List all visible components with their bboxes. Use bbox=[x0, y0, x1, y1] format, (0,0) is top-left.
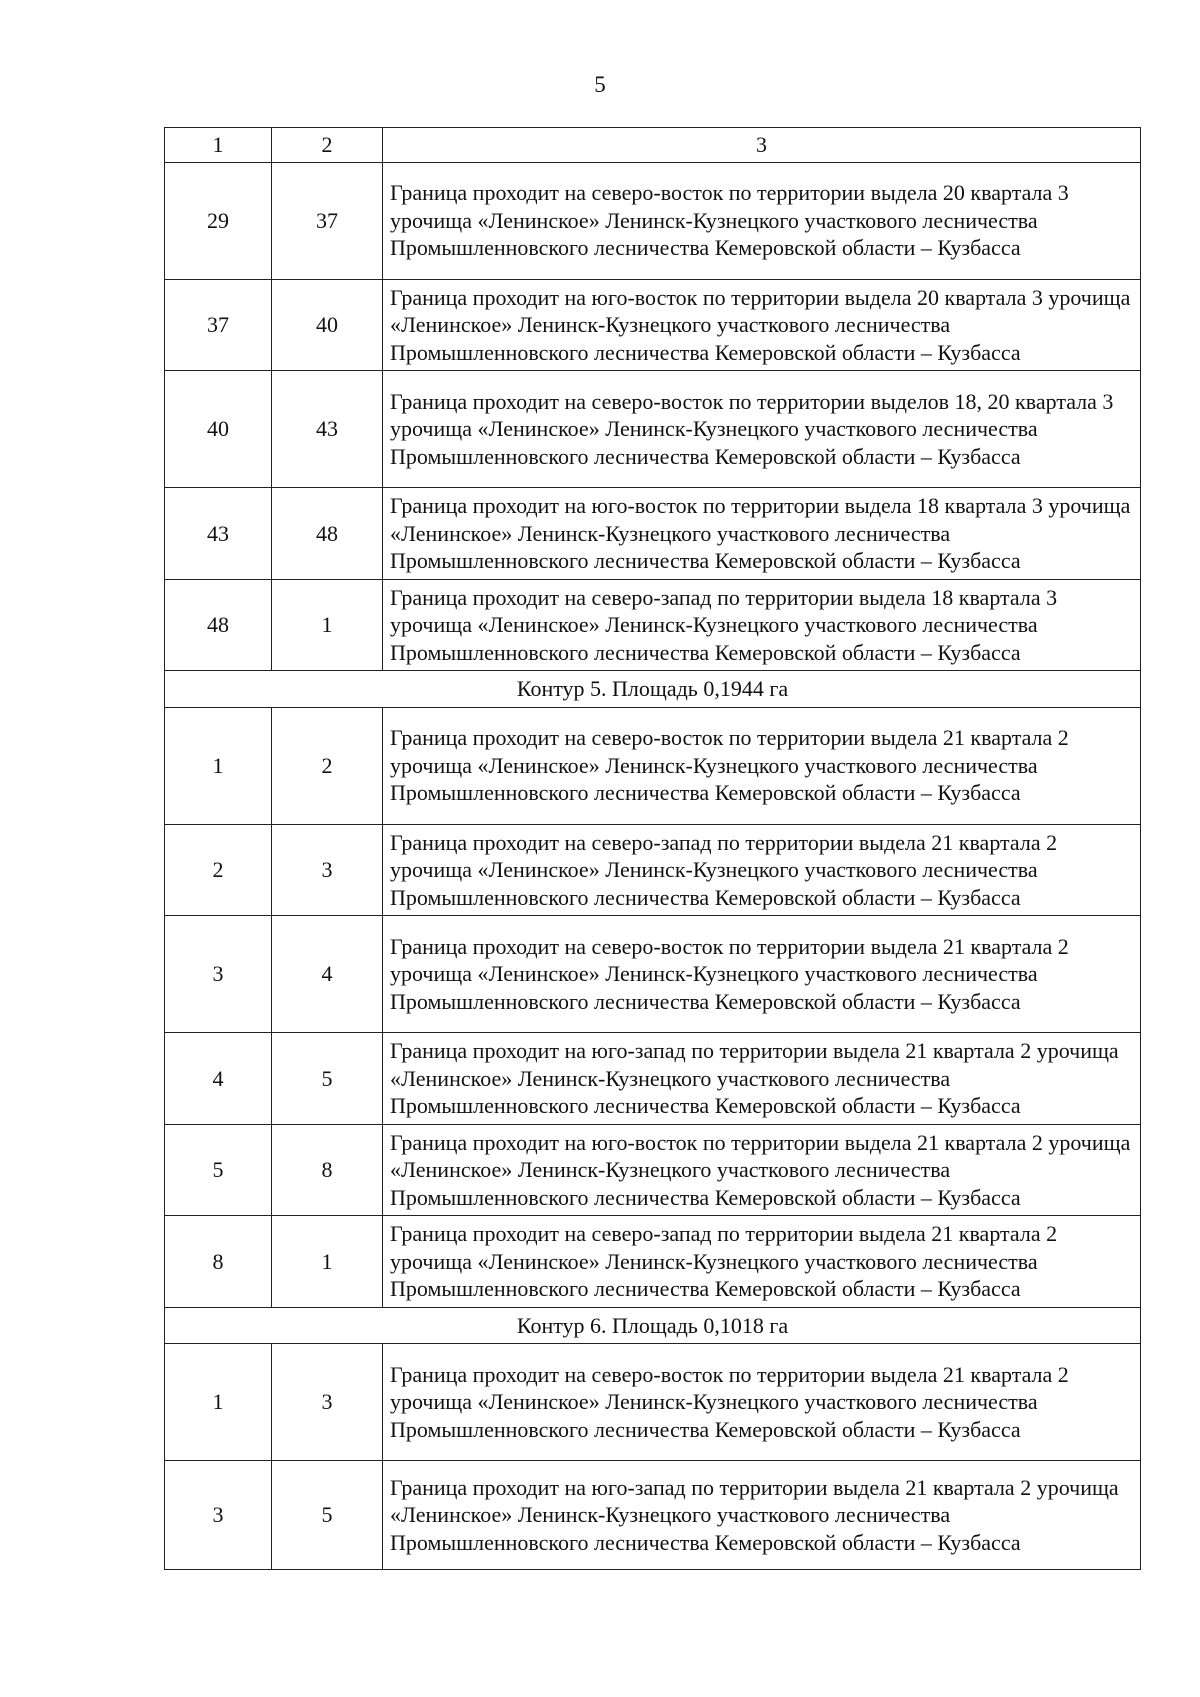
from-point: 40 bbox=[165, 371, 272, 488]
to-point: 8 bbox=[272, 1124, 383, 1216]
from-point: 43 bbox=[165, 488, 272, 580]
boundary-description: Граница проходит на юго-восток по территории выдела 18 квартала 3 урочища «Ленинское» Ленинск-Кузнецкого участкового лесничества Промышленновского лесничества Кемеровской области – Кузбасса bbox=[383, 488, 1141, 580]
table-row bbox=[165, 916, 1141, 1033]
boundary-description: Граница проходит на юго-запад по территории выдела 21 квартала 2 урочища «Ленинское» Ленинск-Кузнецкого участкового лесничества Промышленновского лесничества Кемеровской области – Кузбасса bbox=[383, 1033, 1141, 1125]
from-point: 8 bbox=[165, 1216, 272, 1308]
from-point: 1 bbox=[165, 1344, 272, 1461]
from-point: 37 bbox=[165, 279, 272, 371]
table-row bbox=[165, 1461, 1141, 1570]
to-point: 2 bbox=[272, 707, 383, 824]
to-point: 37 bbox=[272, 162, 383, 279]
header-col-3: 3 bbox=[383, 128, 1141, 163]
from-point: 29 bbox=[165, 162, 272, 279]
table-row bbox=[165, 488, 1141, 580]
to-point: 5 bbox=[272, 1461, 383, 1570]
to-point: 1 bbox=[272, 1216, 383, 1308]
to-point: 1 bbox=[272, 579, 383, 671]
table-row bbox=[165, 824, 1141, 916]
table-row bbox=[165, 162, 1141, 279]
boundary-description: Граница проходит на северо-восток по территории выделов 18, 20 квартала 3 урочища «Ленинское» Ленинск-Кузнецкого участкового лесничества Промышленновского лесничества Кемеровской области – Кузбасса bbox=[383, 371, 1141, 488]
section-title: Контур 6. Площадь 0,1018 га bbox=[165, 1307, 1141, 1344]
table-row bbox=[165, 579, 1141, 671]
boundary-description: Граница проходит на северо-запад по территории выдела 21 квартала 2 урочища «Ленинское» Ленинск-Кузнецкого участкового лесничества Промышленновского лесничества Кемеровской области – Кузбасса bbox=[383, 824, 1141, 916]
table-row bbox=[165, 1344, 1141, 1461]
header-col-2: 2 bbox=[272, 128, 383, 163]
to-point: 48 bbox=[272, 488, 383, 580]
boundary-description: Граница проходит на северо-восток по территории выдела 20 квартала 3 урочища «Ленинское» Ленинск-Кузнецкого участкового лесничества Промышленновского лесничества Кемеровской области – Кузбасса bbox=[383, 162, 1141, 279]
to-point: 5 bbox=[272, 1033, 383, 1125]
to-point: 3 bbox=[272, 1344, 383, 1461]
header-col-1: 1 bbox=[165, 128, 272, 163]
boundary-description: Граница проходит на северо-восток по территории выдела 21 квартала 2 урочища «Ленинское» Ленинск-Кузнецкого участкового лесничества Промышленновского лесничества Кемеровской области – Кузбасса bbox=[383, 1344, 1141, 1461]
boundary-description: Граница проходит на юго-восток по территории выдела 20 квартала 3 урочища «Ленинское» Ленинск-Кузнецкого участкового лесничества Промышленновского лесничества Кемеровской области – Кузбасса bbox=[383, 279, 1141, 371]
from-point: 48 bbox=[165, 579, 272, 671]
to-point: 4 bbox=[272, 916, 383, 1033]
boundary-description: Граница проходит на северо-восток по территории выдела 21 квартала 2 урочища «Ленинское» Ленинск-Кузнецкого участкового лесничества Промышленновского лесничества Кемеровской области – Кузбасса bbox=[383, 707, 1141, 824]
header-row bbox=[165, 128, 1141, 163]
table-row bbox=[165, 1033, 1141, 1125]
boundary-description: Граница проходит на северо-запад по территории выдела 21 квартала 2 урочища «Ленинское» Ленинск-Кузнецкого участкового лесничества Промышленновского лесничества Кемеровской области – Кузбасса bbox=[383, 1216, 1141, 1308]
section-title: Контур 5. Площадь 0,1944 га bbox=[165, 671, 1141, 708]
table-row bbox=[165, 1124, 1141, 1216]
from-point: 1 bbox=[165, 707, 272, 824]
boundary-table bbox=[164, 127, 1141, 1570]
boundary-description: Граница проходит на северо-восток по территории выдела 21 квартала 2 урочища «Ленинское» Ленинск-Кузнецкого участкового лесничества Промышленновского лесничества Кемеровской области – Кузбасса bbox=[383, 916, 1141, 1033]
section-title-row bbox=[165, 671, 1141, 708]
table-row bbox=[165, 279, 1141, 371]
page-number: 5 bbox=[594, 72, 606, 97]
from-point: 3 bbox=[165, 916, 272, 1033]
boundary-description: Граница проходит на юго-восток по территории выдела 21 квартала 2 урочища «Ленинское» Ленинск-Кузнецкого участкового лесничества Промышленновского лесничества Кемеровской области – Кузбасса bbox=[383, 1124, 1141, 1216]
to-point: 40 bbox=[272, 279, 383, 371]
from-point: 4 bbox=[165, 1033, 272, 1125]
from-point: 5 bbox=[165, 1124, 272, 1216]
table-row bbox=[165, 371, 1141, 488]
to-point: 3 bbox=[272, 824, 383, 916]
from-point: 2 bbox=[165, 824, 272, 916]
boundary-description: Граница проходит на юго-запад по территории выдела 21 квартала 2 урочища «Ленинское» Ленинск-Кузнецкого участкового лесничества Промышленновского лесничества Кемеровской области – Кузбасса bbox=[383, 1461, 1141, 1570]
table-row bbox=[165, 707, 1141, 824]
table-row bbox=[165, 1216, 1141, 1308]
boundary-description: Граница проходит на северо-запад по территории выдела 18 квартала 3 урочища «Ленинское» Ленинск-Кузнецкого участкового лесничества Промышленновского лесничества Кемеровской области – Кузбасса bbox=[383, 579, 1141, 671]
to-point: 43 bbox=[272, 371, 383, 488]
from-point: 3 bbox=[165, 1461, 272, 1570]
section-title-row bbox=[165, 1307, 1141, 1344]
